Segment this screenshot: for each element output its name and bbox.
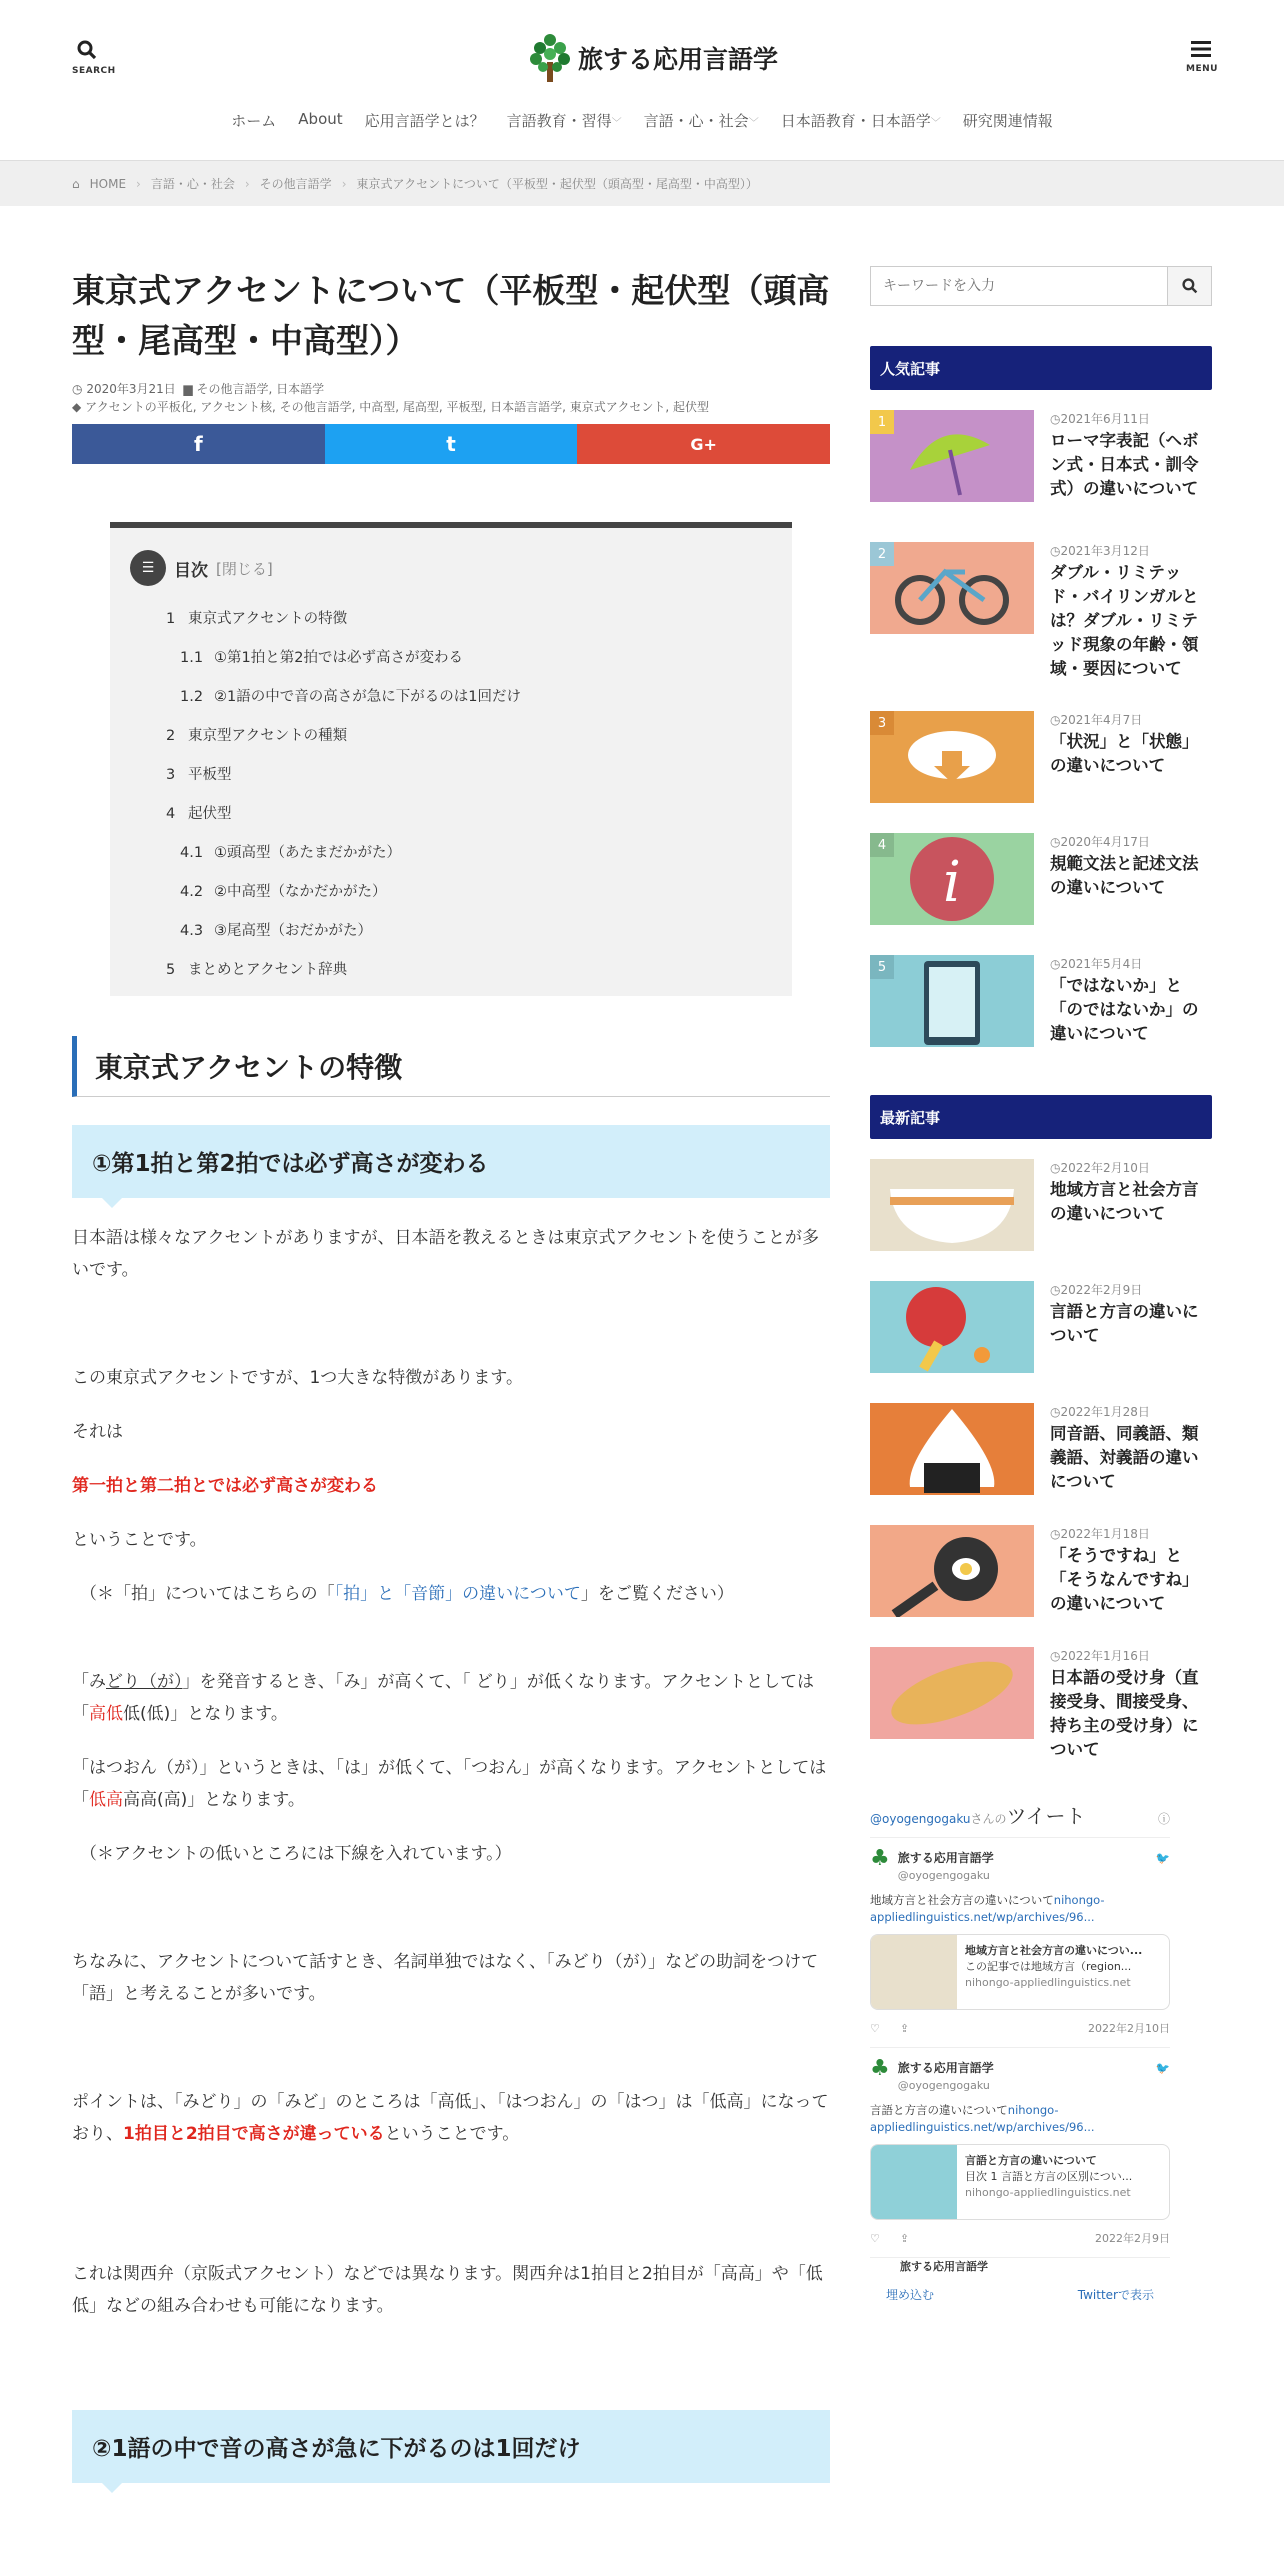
recent-post[interactable] <box>870 1281 1212 1373</box>
rank-badge: 4 <box>870 833 894 857</box>
tweet-author: 旅する応用言語学 <box>900 2260 988 2272</box>
bread-icon <box>870 1647 1034 1739</box>
bowl-icon <box>870 1159 1034 1251</box>
search-box <box>870 266 1212 306</box>
date-text: 2021年6月11日 <box>1060 412 1150 426</box>
tweets-label: ツイート <box>1006 1804 1086 1828</box>
post-title[interactable]: 地域方言と社会方言の違いについて <box>1050 1180 1199 1223</box>
tweet-handle: @oyogengogaku <box>897 2079 990 2092</box>
paragraph: それは <box>72 1422 123 1442</box>
twitter-handle-link[interactable]: @oyogengogaku <box>870 1812 971 1826</box>
global-nav <box>0 110 1284 131</box>
toc-item[interactable] <box>130 834 772 873</box>
toc-text: 東京型アクセントの種類 <box>188 728 348 744</box>
popular-post[interactable] <box>870 711 1212 803</box>
embed-link[interactable]: 埋め込む <box>886 2288 935 2302</box>
toc-text: ①頭高型（あたまだかがた） <box>214 845 401 861</box>
toc-number: 1 <box>166 611 176 627</box>
tweet-date[interactable]: 2022年2月9日 <box>1095 2232 1170 2245</box>
popular-posts-heading: 人気記事 <box>870 346 1212 390</box>
ping-pong-icon <box>870 1281 1034 1373</box>
google-share-button[interactable] <box>577 424 830 464</box>
breadcrumb-subcategory[interactable]: その他言語学 <box>259 177 332 191</box>
toc-title: 目次 <box>174 560 208 581</box>
home-icon: ⌂ <box>72 176 80 191</box>
breadcrumb <box>72 175 758 192</box>
toc-item[interactable] <box>130 912 772 951</box>
toc-toggle[interactable]: [閉じる] <box>216 559 273 578</box>
text: 」をご覧ください） <box>580 1584 734 1604</box>
search-submit-button[interactable] <box>1167 267 1211 305</box>
tweet-author[interactable]: 旅する応用言語学 <box>897 1851 994 1865</box>
rank-badge: 1 <box>870 410 894 434</box>
nav-language-education[interactable] <box>507 110 622 131</box>
toc-item[interactable] <box>130 678 772 717</box>
date-text: 2022年1月18日 <box>1060 1527 1150 1541</box>
toc-text: ①第1拍と第2拍では必ず高さが変わる <box>214 650 463 666</box>
search-label: SEARCH <box>72 66 116 76</box>
paragraph <box>72 1752 830 1816</box>
paragraph: ということです。 <box>72 1530 207 1550</box>
svg-text:i: i <box>943 850 961 915</box>
post-date: ◷2021年6月11日 <box>1050 412 1150 426</box>
toc-number: 2 <box>166 728 176 744</box>
twitter-share-button[interactable] <box>325 424 578 464</box>
paragraph <box>72 1578 830 1610</box>
breadcrumb-category[interactable]: 言語・心・社会 <box>150 177 235 191</box>
umbrella-icon <box>870 410 1034 502</box>
twitter-footer <box>870 2272 1170 2317</box>
tree-logo-icon: ♣ <box>870 2056 890 2081</box>
post-thumbnail[interactable] <box>870 1403 1034 1495</box>
tablet-icon <box>870 955 1034 1047</box>
card-title: 言語と方言の違いについて <box>965 2154 1097 2167</box>
table-of-contents <box>110 522 792 996</box>
accent-text: 低高 <box>89 1790 123 1810</box>
recent-post[interactable] <box>870 1525 1212 1617</box>
post-title[interactable]: 「状況」と「状態」の違いについて <box>1050 732 1199 775</box>
toc-item[interactable] <box>130 600 772 639</box>
text: 高高(高)」となります。 <box>123 1790 305 1810</box>
toc-text: まとめとアクセント辞典 <box>188 962 348 978</box>
toc-number: 1.1 <box>180 650 204 666</box>
date-text: 2022年2月10日 <box>1060 1161 1150 1175</box>
twitter-header <box>870 1800 1170 1838</box>
bicycle-icon <box>870 542 1034 634</box>
post-title[interactable]: 日本語の受け身（直接受身、間接受身、持ち主の受け身）について <box>1050 1668 1199 1759</box>
toc-text: 起伏型 <box>188 806 232 822</box>
folder-icon: ▆ <box>183 382 193 396</box>
post-date: ◷2022年1月28日 <box>1050 1405 1150 1419</box>
tree-logo-icon: ♣ <box>870 1846 890 1871</box>
tweet-date[interactable]: 2022年2月10日 <box>1088 2022 1170 2035</box>
date-text: 2021年4月7日 <box>1060 713 1143 727</box>
toc-text: 東京式アクセントの特徴 <box>188 611 348 627</box>
post-title[interactable]: 規範文法と記述文法の違いについて <box>1050 854 1199 897</box>
menu-label: MENU <box>1186 64 1218 74</box>
toc-item[interactable] <box>130 951 772 990</box>
post-date: 2020年3月21日 <box>86 382 176 396</box>
post-tags[interactable]: アクセントの平板化, アクセント核, その他言語学, 中高型, 尾高型, 平板型, 日本語言語学, 東京式アクセント, 起伏型 <box>85 400 710 414</box>
post-title[interactable]: ダブル・リミテッド・バイリンガルとは？ダブル・リミテッド現象の年齢・領域・要因について <box>1050 563 1199 678</box>
post-thumbnail[interactable] <box>870 410 1034 502</box>
paragraph <box>72 2086 830 2150</box>
site-header <box>0 0 1284 160</box>
card-image <box>871 1935 957 2009</box>
article-link[interactable]: 「拍」と「音節」の違いについて <box>334 1584 581 1604</box>
card-url: nihongo-appliedlinguistics.net <box>965 2186 1131 2199</box>
subsection-heading: ②1語の中で音の高さが急に下がるのは1回だけ <box>72 2410 830 2483</box>
share-icon[interactable]: ⇪ <box>899 2022 910 2035</box>
twitter-icon: t <box>446 432 456 456</box>
popular-post[interactable] <box>870 955 1212 1047</box>
tweet-text: 地域方言と社会方言の違いについて <box>870 1893 1054 1907</box>
post-title[interactable]: 同音語、同義語、類義語、対義語の違いについて <box>1050 1424 1199 1491</box>
date-text: 2022年1月16日 <box>1060 1649 1150 1663</box>
tweet-card[interactable] <box>870 1934 1170 2010</box>
post-thumbnail[interactable] <box>870 833 1034 925</box>
menu-button[interactable] <box>1186 40 1216 74</box>
post-date: ◷2022年2月9日 <box>1050 1283 1143 1297</box>
clock-icon: ◷ <box>72 382 83 396</box>
post-date: ◷2021年4月7日 <box>1050 713 1143 727</box>
popular-post[interactable] <box>870 410 1212 502</box>
nav-about[interactable]: About <box>298 110 343 128</box>
recent-post[interactable] <box>870 1647 1212 1762</box>
breadcrumb-bar <box>0 160 1284 206</box>
post-date: ◷2022年2月10日 <box>1050 1161 1150 1175</box>
frying-pan-icon <box>870 1525 1034 1617</box>
text: さんの <box>970 1812 1007 1826</box>
tweet-handle: @oyogengogaku <box>897 1869 990 1882</box>
chevron-down-icon: ﹀ <box>748 118 759 129</box>
tag-icon: ◆ <box>72 400 82 414</box>
tweet-link[interactable]: nihongo-appliedlinguistics.net/wp/archives/96... <box>870 1893 1105 1924</box>
text: 「み <box>72 1672 106 1692</box>
paragraph: 日本語は様々なアクセントがありますが、日本語を教えるときは東京式アクセントを使うことが多いです。 <box>72 1228 819 1280</box>
post-thumbnail[interactable] <box>870 542 1034 634</box>
post-date: ◷2020年4月17日 <box>1050 835 1150 849</box>
toc-item[interactable] <box>130 756 772 795</box>
nav-what-is-applied-linguistics[interactable]: 応用言語学とは？ <box>364 112 485 130</box>
card-image <box>871 2145 957 2219</box>
tweet-author[interactable]: 旅する応用言語学 <box>897 2061 994 2075</box>
accent-text: 高低 <box>89 1704 123 1724</box>
popular-post[interactable] <box>870 542 1212 681</box>
post-date: ◷2021年5月4日 <box>1050 957 1143 971</box>
post-thumbnail[interactable] <box>870 711 1034 803</box>
nav-label: 日本語教育・日本語学 <box>780 112 931 130</box>
nav-home[interactable]: ホーム <box>231 112 277 130</box>
text: 低(低)」となります。 <box>123 1704 288 1724</box>
search-icon <box>1182 278 1198 294</box>
chevron-right-icon: › <box>244 176 250 191</box>
breadcrumb-home[interactable]: HOME <box>89 176 127 191</box>
share-icon[interactable]: ⇪ <box>899 2232 910 2245</box>
toc-number: 4.1 <box>180 845 204 861</box>
highlight-text: 1拍目と2拍目で高さが違っている <box>123 2124 385 2144</box>
toc-number: 5 <box>166 962 176 978</box>
toc-text: ②1語の中で音の高さが急に下がるのは1回だけ <box>214 689 521 705</box>
post-title[interactable]: ローマ字表記（ヘボン式・日本式・訓令式）の違いについて <box>1050 431 1199 498</box>
onigiri-icon <box>870 1403 1034 1495</box>
post-thumbnail[interactable] <box>870 955 1034 1047</box>
date-text: 2021年3月12日 <box>1060 544 1150 558</box>
post-date: ◷2022年1月18日 <box>1050 1527 1150 1541</box>
rank-badge: 3 <box>870 711 894 735</box>
chevron-down-icon: ﹀ <box>930 118 941 129</box>
section-heading: 東京式アクセントの特徴 <box>72 1036 830 1097</box>
tweet-link[interactable]: nihongo-appliedlinguistics.net/wp/archives/96... <box>870 2103 1095 2134</box>
toc-item[interactable] <box>130 873 772 912</box>
recent-post[interactable] <box>870 1403 1212 1495</box>
post-date: ◷2021年3月12日 <box>1050 544 1150 558</box>
post-thumbnail[interactable] <box>870 1281 1034 1373</box>
toc-text: ③尾高型（おだかがた） <box>214 923 372 939</box>
paragraph: （＊アクセントの低いところには下線を入れています。） <box>80 1844 512 1864</box>
site-logo[interactable] <box>528 32 778 84</box>
paragraph: この東京式アクセントですが、1つ大きな特徴があります。 <box>72 1368 523 1388</box>
toc-number: 4.2 <box>180 884 204 900</box>
nav-research-info[interactable]: 研究関連情報 <box>962 112 1053 130</box>
card-desc: この記事では地域方言（region... <box>965 1960 1132 1973</box>
tweet <box>870 2048 1170 2258</box>
card-url: nihongo-appliedlinguistics.net <box>965 1976 1131 1989</box>
cloud-download-icon <box>870 711 1034 803</box>
card-desc: 目次 1 言語と方言の区別につい... <box>965 2170 1133 2183</box>
post-categories[interactable]: その他言語学, 日本語学 <box>196 382 325 396</box>
post-thumbnail[interactable] <box>870 1525 1034 1617</box>
popular-post[interactable] <box>870 833 1212 925</box>
date-text: 2022年1月28日 <box>1060 1405 1150 1419</box>
rank-badge: 2 <box>870 542 894 566</box>
toc-number: 1.2 <box>180 689 204 705</box>
list-icon: ☰ <box>130 550 166 586</box>
subsection-heading: ①第1拍と第2拍では必ず高さが変わる <box>72 1125 830 1198</box>
highlight-text: 第一拍と第二拍とでは必ず高さが変わる <box>72 1476 378 1496</box>
post-thumbnail[interactable] <box>870 1647 1034 1739</box>
paragraph: これは関西弁（京阪式アクセント）などでは異なります。関西弁は1拍目と2拍目が「高高」や「低低」などの組み合わせも可能になります。 <box>72 2264 823 2316</box>
text: 「はつおん（が）」というときは、「は」が低くて、「つおん」が高くなります。アクセントとしては「 <box>72 1758 827 1810</box>
toc-item[interactable] <box>130 717 772 756</box>
tweet-text: 言語と方言の違いについて <box>870 2103 1008 2117</box>
article-meta <box>72 380 830 416</box>
heart-icon[interactable]: ♡ <box>870 2232 880 2245</box>
facebook-share-button[interactable] <box>72 424 325 464</box>
twitter-bird-icon: 🐦 <box>1155 2061 1170 2075</box>
card-title: 地域方言と社会方言の違いについ... <box>965 1944 1143 1957</box>
page-title: 東京式アクセントについて（平板型・起伏型（頭高型・尾高型・中高型）） <box>72 271 830 360</box>
search-icon <box>77 40 97 60</box>
facebook-icon: f <box>193 432 203 456</box>
rank-badge: 5 <box>870 955 894 979</box>
toc-text: ②中高型（なかだかがた） <box>214 884 387 900</box>
nav-label: 言語教育・習得 <box>506 112 612 130</box>
nav-language-mind-society[interactable] <box>644 110 759 131</box>
date-text: 2022年2月9日 <box>1060 1283 1143 1297</box>
text: 」を発音するとき、「み」が高くて、「 どり」が低くなります。アクセントとしては「 <box>72 1672 815 1724</box>
post-title[interactable]: 言語と方言の違いについて <box>1050 1302 1199 1345</box>
search-button[interactable] <box>72 40 116 76</box>
text: ポイントは、「みどり」の「みど」のところは「高低」、「はつおん」の「はつ」は「低高」になっており、 <box>72 2092 829 2144</box>
nav-japanese-education[interactable] <box>781 110 941 131</box>
tweet <box>870 1838 1170 2048</box>
nav-label: 言語・心・社会 <box>643 112 749 130</box>
toc-number: 4.3 <box>180 923 204 939</box>
article <box>72 266 830 2483</box>
twitter-timeline <box>870 1800 1170 2317</box>
post-title[interactable]: 「そうですね」と「そうなんですね」の違いについて <box>1050 1546 1199 1613</box>
paragraph <box>72 1666 830 1730</box>
paragraph: ちなみに、アクセントについて話すとき、名詞単独ではなく、「みどり（が）」などの助詞をつけて「語」と考えることが多いです。 <box>72 1952 819 2004</box>
breadcrumb-current: 東京式アクセントについて（平板型・起伏型（頭高型・尾高型・中高型）） <box>356 177 758 191</box>
tweet-card[interactable] <box>870 2144 1170 2220</box>
view-on-twitter-link[interactable]: Twitterで表示 <box>1077 2288 1154 2302</box>
info-icon[interactable]: ⓘ <box>1157 1812 1170 1826</box>
post-title[interactable]: 「ではないか」と「のではないか」の違いについて <box>1050 976 1199 1043</box>
heart-icon[interactable]: ♡ <box>870 2022 880 2035</box>
chevron-right-icon: › <box>136 176 141 191</box>
recent-post[interactable] <box>870 1159 1212 1251</box>
info-icon <box>870 833 1034 925</box>
toc-item[interactable] <box>130 639 772 678</box>
twitter-bird-icon: 🐦 <box>1155 1851 1170 1865</box>
toc-number: 3 <box>166 767 176 783</box>
date-text: 2021年5月4日 <box>1060 957 1143 971</box>
chevron-right-icon: › <box>341 176 347 191</box>
post-thumbnail[interactable] <box>870 1159 1034 1251</box>
chevron-down-icon: ﹀ <box>611 118 622 129</box>
toc-item[interactable] <box>130 795 772 834</box>
recent-posts-heading: 最新記事 <box>870 1095 1212 1139</box>
text: （＊「拍」についてはこちらの「 <box>80 1584 335 1604</box>
hamburger-icon <box>1191 40 1211 58</box>
tree-logo-icon <box>528 32 572 84</box>
text: ということです。 <box>384 2124 520 2144</box>
toc-number: 4 <box>166 806 176 822</box>
sidebar <box>870 266 1212 2317</box>
toc-text: 平板型 <box>188 767 232 783</box>
google-plus-icon: G+ <box>690 434 717 454</box>
underlined-text: どり（が） <box>106 1672 183 1692</box>
search-input[interactable] <box>871 267 1167 305</box>
post-date: ◷2022年1月16日 <box>1050 1649 1150 1663</box>
site-title: 旅する応用言語学 <box>578 45 779 74</box>
date-text: 2020年4月17日 <box>1060 835 1150 849</box>
share-buttons <box>72 424 830 464</box>
